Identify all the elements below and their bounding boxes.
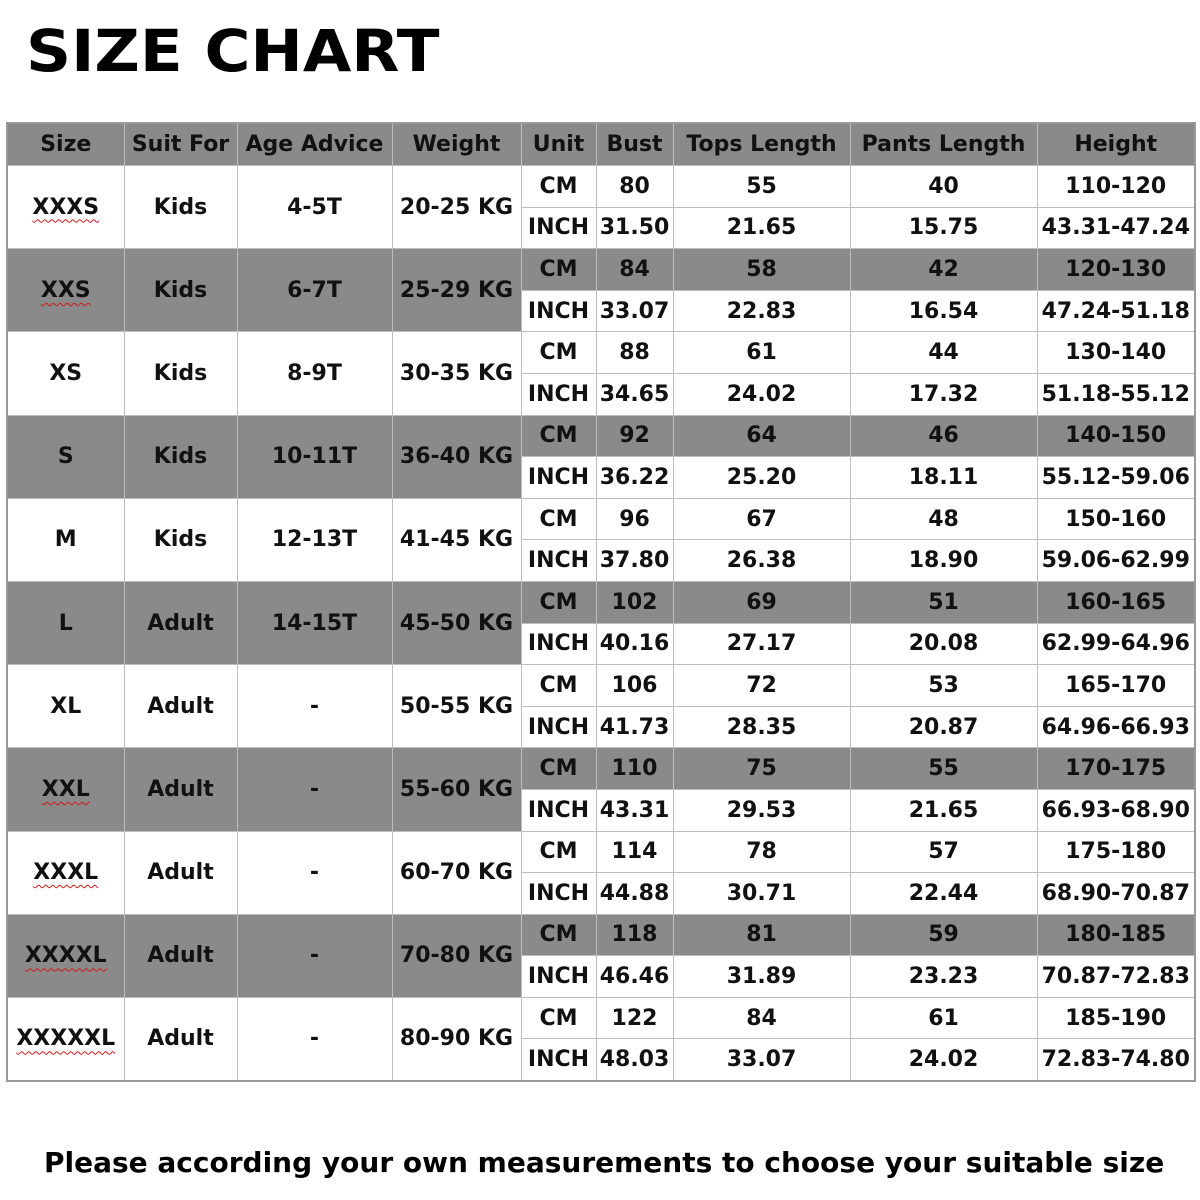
unit-cm-cell: CM — [521, 581, 596, 623]
table-row — [7, 581, 1195, 623]
height-inch-cell: 55.12-59.06 — [1037, 457, 1195, 499]
height-inch-cell: 64.96-66.93 — [1037, 706, 1195, 748]
age-advice-cell: 8-9T — [237, 332, 392, 415]
tops-cm-cell: 84 — [673, 997, 850, 1039]
bust-cm-cell: 102 — [596, 581, 673, 623]
tops-inch-cell: 25.20 — [673, 457, 850, 499]
table-row — [7, 831, 1195, 873]
table-row — [7, 332, 1195, 374]
height-inch-cell: 62.99-64.96 — [1037, 623, 1195, 665]
size-label: XS — [49, 360, 83, 386]
table-row — [7, 249, 1195, 291]
tops-cm-cell: 61 — [673, 332, 850, 374]
pants-cm-cell: 53 — [850, 665, 1037, 707]
header-row — [7, 123, 1195, 166]
pants-cm-cell: 59 — [850, 914, 1037, 956]
pants-inch-cell: 20.87 — [850, 706, 1037, 748]
bust-inch-cell: 46.46 — [596, 956, 673, 998]
size-label: XXXXXL — [16, 1026, 116, 1052]
pants-inch-cell: 17.32 — [850, 373, 1037, 415]
unit-cm-cell: CM — [521, 748, 596, 790]
size-cell — [7, 914, 124, 997]
table-row — [7, 498, 1195, 540]
suit-for-cell: Kids — [124, 498, 237, 581]
height-inch-cell: 43.31-47.24 — [1037, 207, 1195, 249]
size-cell — [7, 249, 124, 332]
tops-inch-cell: 21.65 — [673, 207, 850, 249]
tops-inch-cell: 22.83 — [673, 290, 850, 332]
unit-inch-cell: INCH — [521, 207, 596, 249]
bust-inch-cell: 37.80 — [596, 540, 673, 582]
age-advice-cell: 4-5T — [237, 166, 392, 249]
size-chart-table — [6, 122, 1196, 1082]
bust-inch-cell: 43.31 — [596, 789, 673, 831]
height-cm-cell: 175-180 — [1037, 831, 1195, 873]
header-bust: Bust — [596, 123, 673, 166]
pants-inch-cell: 15.75 — [850, 207, 1037, 249]
size-label: XXXXL — [24, 943, 107, 969]
weight-cell: 45-50 KG — [392, 581, 521, 664]
weight-cell: 80-90 KG — [392, 997, 521, 1081]
height-cm-cell: 165-170 — [1037, 665, 1195, 707]
tops-inch-cell: 31.89 — [673, 956, 850, 998]
header-suit-for: Suit For — [124, 123, 237, 166]
bust-inch-cell: 48.03 — [596, 1039, 673, 1081]
height-cm-cell: 130-140 — [1037, 332, 1195, 374]
tops-inch-cell: 27.17 — [673, 623, 850, 665]
footer-note: Please according your own measurements to choose your suitable size — [44, 1146, 1165, 1179]
page-title: SIZE CHART — [26, 17, 440, 85]
bust-inch-cell: 44.88 — [596, 873, 673, 915]
height-inch-cell: 68.90-70.87 — [1037, 873, 1195, 915]
size-cell — [7, 581, 124, 664]
bust-cm-cell: 110 — [596, 748, 673, 790]
age-advice-cell: 10-11T — [237, 415, 392, 498]
weight-cell: 36-40 KG — [392, 415, 521, 498]
weight-cell: 50-55 KG — [392, 665, 521, 748]
unit-cm-cell: CM — [521, 332, 596, 374]
unit-cm-cell: CM — [521, 249, 596, 291]
pants-cm-cell: 44 — [850, 332, 1037, 374]
unit-inch-cell: INCH — [521, 956, 596, 998]
pants-cm-cell: 40 — [850, 166, 1037, 208]
height-inch-cell: 51.18-55.12 — [1037, 373, 1195, 415]
unit-inch-cell: INCH — [521, 1039, 596, 1081]
size-cell — [7, 748, 124, 831]
unit-inch-cell: INCH — [521, 373, 596, 415]
header-size: Size — [7, 123, 124, 166]
table-row — [7, 997, 1195, 1039]
bust-cm-cell: 118 — [596, 914, 673, 956]
suit-for-cell: Kids — [124, 415, 237, 498]
height-inch-cell: 70.87-72.83 — [1037, 956, 1195, 998]
table-row — [7, 166, 1195, 208]
bust-inch-cell: 34.65 — [596, 373, 673, 415]
suit-for-cell: Adult — [124, 748, 237, 831]
age-advice-cell: - — [237, 831, 392, 914]
pants-cm-cell: 57 — [850, 831, 1037, 873]
suit-for-cell: Adult — [124, 831, 237, 914]
unit-inch-cell: INCH — [521, 623, 596, 665]
bust-inch-cell: 41.73 — [596, 706, 673, 748]
weight-cell: 70-80 KG — [392, 914, 521, 997]
header-weight: Weight — [392, 123, 521, 166]
tops-inch-cell: 33.07 — [673, 1039, 850, 1081]
age-advice-cell: 12-13T — [237, 498, 392, 581]
suit-for-cell: Adult — [124, 914, 237, 997]
height-cm-cell: 170-175 — [1037, 748, 1195, 790]
tops-inch-cell: 28.35 — [673, 706, 850, 748]
size-label: M — [54, 527, 77, 553]
size-label: S — [57, 444, 74, 470]
pants-inch-cell: 20.08 — [850, 623, 1037, 665]
unit-cm-cell: CM — [521, 665, 596, 707]
header-height: Height — [1037, 123, 1195, 166]
pants-inch-cell: 21.65 — [850, 789, 1037, 831]
pants-inch-cell: 22.44 — [850, 873, 1037, 915]
table-row — [7, 914, 1195, 956]
unit-inch-cell: INCH — [521, 789, 596, 831]
bust-cm-cell: 80 — [596, 166, 673, 208]
pants-inch-cell: 18.90 — [850, 540, 1037, 582]
unit-cm-cell: CM — [521, 166, 596, 208]
pants-cm-cell: 51 — [850, 581, 1037, 623]
bust-cm-cell: 84 — [596, 249, 673, 291]
tops-inch-cell: 30.71 — [673, 873, 850, 915]
bust-cm-cell: 106 — [596, 665, 673, 707]
tops-cm-cell: 72 — [673, 665, 850, 707]
weight-cell: 55-60 KG — [392, 748, 521, 831]
tops-inch-cell: 26.38 — [673, 540, 850, 582]
weight-cell: 41-45 KG — [392, 498, 521, 581]
bust-cm-cell: 122 — [596, 997, 673, 1039]
weight-cell: 60-70 KG — [392, 831, 521, 914]
size-cell — [7, 166, 124, 249]
size-label: XXXL — [33, 860, 99, 886]
weight-cell: 30-35 KG — [392, 332, 521, 415]
height-cm-cell: 150-160 — [1037, 498, 1195, 540]
weight-cell: 20-25 KG — [392, 166, 521, 249]
suit-for-cell: Kids — [124, 332, 237, 415]
age-advice-cell: - — [237, 914, 392, 997]
height-inch-cell: 59.06-62.99 — [1037, 540, 1195, 582]
size-cell — [7, 831, 124, 914]
age-advice-cell: 6-7T — [237, 249, 392, 332]
pants-cm-cell: 55 — [850, 748, 1037, 790]
bust-cm-cell: 114 — [596, 831, 673, 873]
size-label: XL — [50, 693, 82, 719]
age-advice-cell: - — [237, 997, 392, 1081]
tops-cm-cell: 69 — [673, 581, 850, 623]
suit-for-cell: Kids — [124, 166, 237, 249]
header-pants-length: Pants Length — [850, 123, 1037, 166]
bust-inch-cell: 36.22 — [596, 457, 673, 499]
header-tops-length: Tops Length — [673, 123, 850, 166]
bust-cm-cell: 96 — [596, 498, 673, 540]
height-cm-cell: 140-150 — [1037, 415, 1195, 457]
tops-inch-cell: 24.02 — [673, 373, 850, 415]
size-label: XXXS — [32, 194, 100, 220]
pants-cm-cell: 46 — [850, 415, 1037, 457]
size-cell — [7, 415, 124, 498]
height-cm-cell: 120-130 — [1037, 249, 1195, 291]
unit-cm-cell: CM — [521, 997, 596, 1039]
pants-inch-cell: 24.02 — [850, 1039, 1037, 1081]
age-advice-cell: - — [237, 665, 392, 748]
bust-cm-cell: 92 — [596, 415, 673, 457]
suit-for-cell: Adult — [124, 581, 237, 664]
header-age-advice: Age Advice — [237, 123, 392, 166]
suit-for-cell: Adult — [124, 997, 237, 1081]
unit-cm-cell: CM — [521, 415, 596, 457]
size-label: L — [58, 610, 73, 636]
size-cell — [7, 997, 124, 1081]
tops-cm-cell: 64 — [673, 415, 850, 457]
unit-inch-cell: INCH — [521, 706, 596, 748]
table-row — [7, 665, 1195, 707]
size-label: XXL — [41, 776, 90, 802]
height-inch-cell: 66.93-68.90 — [1037, 789, 1195, 831]
tops-inch-cell: 29.53 — [673, 789, 850, 831]
unit-inch-cell: INCH — [521, 457, 596, 499]
unit-inch-cell: INCH — [521, 873, 596, 915]
table-row — [7, 748, 1195, 790]
suit-for-cell: Kids — [124, 249, 237, 332]
pants-inch-cell: 16.54 — [850, 290, 1037, 332]
tops-cm-cell: 67 — [673, 498, 850, 540]
tops-cm-cell: 55 — [673, 166, 850, 208]
age-advice-cell: 14-15T — [237, 581, 392, 664]
tops-cm-cell: 75 — [673, 748, 850, 790]
header-unit: Unit — [521, 123, 596, 166]
suit-for-cell: Adult — [124, 665, 237, 748]
bust-inch-cell: 33.07 — [596, 290, 673, 332]
height-inch-cell: 47.24-51.18 — [1037, 290, 1195, 332]
pants-cm-cell: 48 — [850, 498, 1037, 540]
tops-cm-cell: 58 — [673, 249, 850, 291]
pants-cm-cell: 42 — [850, 249, 1037, 291]
size-cell — [7, 665, 124, 748]
tops-cm-cell: 81 — [673, 914, 850, 956]
bust-cm-cell: 88 — [596, 332, 673, 374]
height-cm-cell: 180-185 — [1037, 914, 1195, 956]
size-cell — [7, 498, 124, 581]
height-cm-cell: 185-190 — [1037, 997, 1195, 1039]
size-cell — [7, 332, 124, 415]
unit-cm-cell: CM — [521, 914, 596, 956]
size-label: XXS — [40, 277, 91, 303]
height-cm-cell: 160-165 — [1037, 581, 1195, 623]
pants-cm-cell: 61 — [850, 997, 1037, 1039]
pants-inch-cell: 23.23 — [850, 956, 1037, 998]
tops-cm-cell: 78 — [673, 831, 850, 873]
pants-inch-cell: 18.11 — [850, 457, 1037, 499]
bust-inch-cell: 31.50 — [596, 207, 673, 249]
unit-cm-cell: CM — [521, 498, 596, 540]
height-inch-cell: 72.83-74.80 — [1037, 1039, 1195, 1081]
age-advice-cell: - — [237, 748, 392, 831]
bust-inch-cell: 40.16 — [596, 623, 673, 665]
table-row — [7, 415, 1195, 457]
unit-inch-cell: INCH — [521, 540, 596, 582]
unit-inch-cell: INCH — [521, 290, 596, 332]
unit-cm-cell: CM — [521, 831, 596, 873]
weight-cell: 25-29 KG — [392, 249, 521, 332]
height-cm-cell: 110-120 — [1037, 166, 1195, 208]
